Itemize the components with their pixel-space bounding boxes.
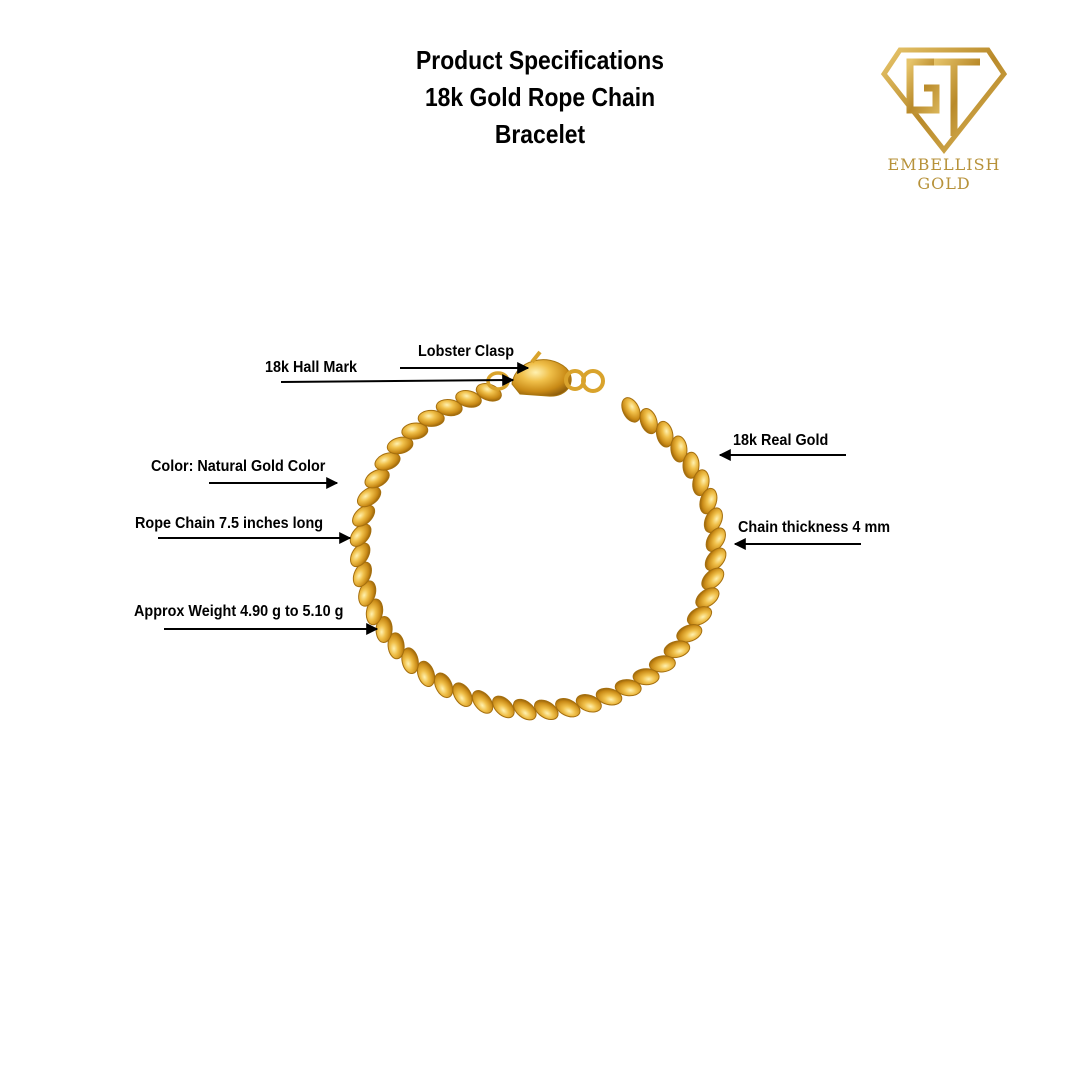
title-line-1: Product Specifications bbox=[416, 45, 664, 75]
callout-hall-mark: 18k Hall Mark bbox=[265, 359, 358, 376]
callout-real-gold: 18k Real Gold bbox=[733, 432, 829, 449]
callout-lobster-clasp: Lobster Clasp bbox=[418, 343, 515, 360]
callout-weight: Approx Weight 4.90 g to 5.10 g bbox=[134, 603, 344, 620]
callout-length: Rope Chain 7.5 inches long bbox=[135, 515, 324, 532]
callout-color: Color: Natural Gold Color bbox=[151, 458, 326, 475]
logo-text-line-1: EMBELLISH bbox=[887, 155, 1001, 174]
arrow-hall-mark bbox=[281, 380, 513, 382]
title-line-2: 18k Gold Rope Chain bbox=[424, 82, 656, 112]
callout-thickness: Chain thickness 4 mm bbox=[738, 519, 891, 536]
title-line-3: Bracelet bbox=[494, 119, 586, 149]
logo-text-line-2: GOLD bbox=[917, 174, 971, 193]
